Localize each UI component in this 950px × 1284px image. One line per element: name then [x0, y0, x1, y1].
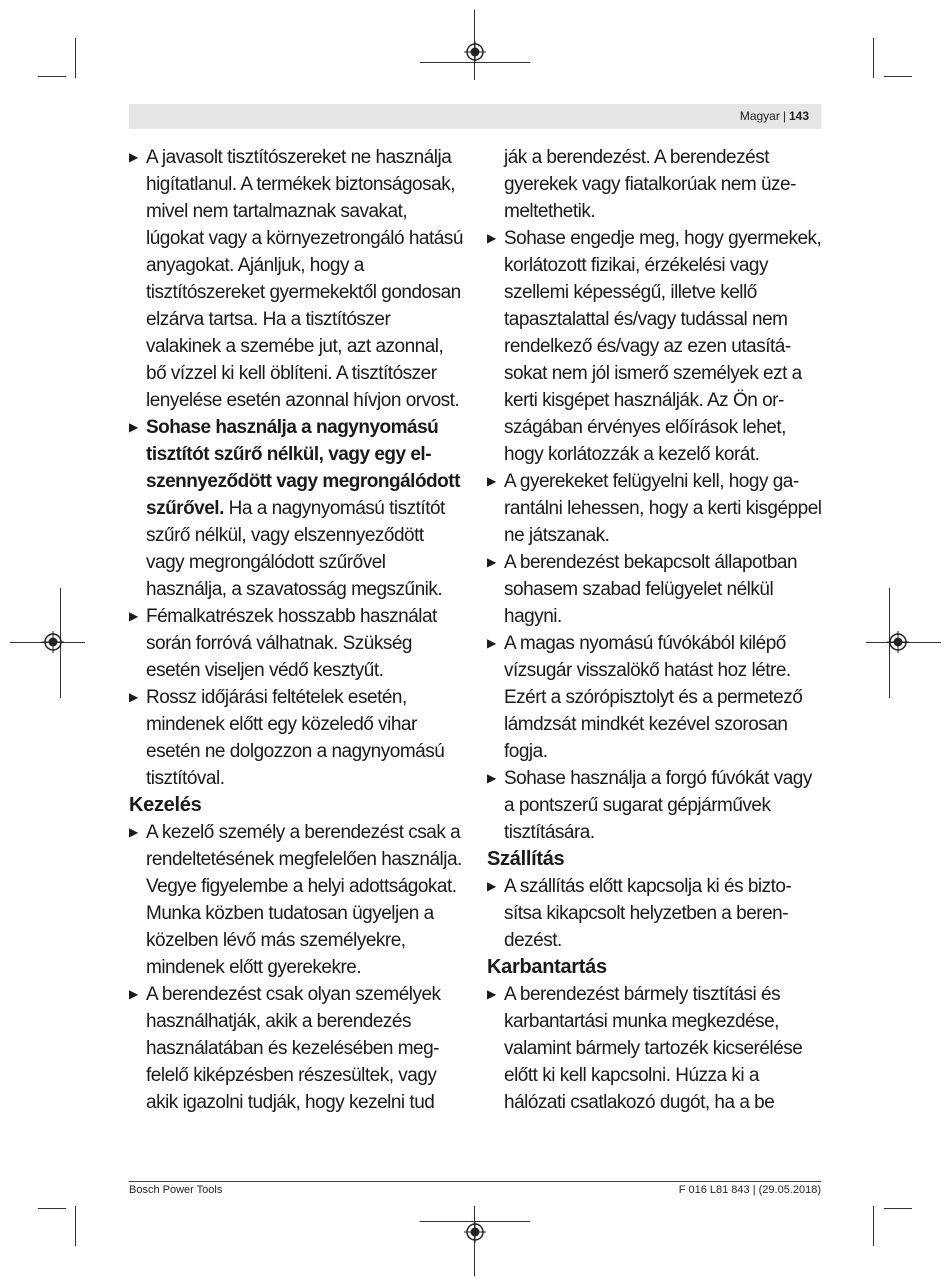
bullet-icon: ▶ — [487, 636, 496, 650]
crop-mark — [884, 76, 912, 77]
right-column — [487, 144, 822, 1116]
list-item: ▶ Rossz időjárási feltételek esetén, mindenek előtt egy közeledő vihar esetén ne dolgozzon a nagynyomású tisztítóval. — [129, 684, 464, 792]
crop-mark — [38, 1208, 66, 1209]
section-heading-szallitas: Szállítás — [487, 848, 565, 870]
bullet-icon: ▶ — [129, 825, 138, 839]
bullet-icon: ▶ — [487, 879, 496, 893]
footer-document-id: F 016 L81 843 | (29.05.2018) — [678, 1184, 821, 1196]
bullet-icon: ▶ — [487, 771, 496, 785]
header-separator: | — [782, 109, 786, 123]
list-item: ▶ A szállítás előtt kapcsolja ki és biztosítsa kikapcsolt helyzetben a berendezést. — [487, 873, 822, 954]
section-heading-karbantartas: Karbantartás — [487, 956, 607, 978]
warning-bold-text: Sohase használja a nagynyomású tisztítót szűrő nélkül, vagy egy elszennyeződött vagy megrongálódott szűrővel. — [146, 417, 460, 519]
bullet-icon: ▶ — [487, 231, 496, 245]
crop-mark — [38, 76, 66, 77]
registration-mark-icon — [464, 1221, 486, 1243]
list-item: ▶ A javasolt tisztítószereket ne használja higítatlanul. A termékek biztonságosak, mivel nem tartalmaznak savakat, lúgokat vagy a környezetrongáló hatású anyagokat. Ajánljuk, hogy a tisztítószereket gyermekektől gondosan elzárva tartsa. Ha a tisztítószer valakinek a szemébe jut, azt azonnal, bő vízzel ki kell öblíteni. A tisztítószer lenyelése esetén azonnal hívjon orvost. — [129, 144, 464, 414]
crop-mark — [884, 1208, 912, 1209]
list-item: ▶ A magas nyomású fúvókából kilépő vízsugár visszalökő hatást hoz létre. Ezért a szórópisztolyt és a permetező lámdzsát mindkét kezével szorosan fogja. — [487, 630, 822, 765]
bullet-icon: ▶ — [129, 690, 138, 704]
list-item: ▶ Sohase használja a forgó fúvókát vagy a pontszerű sugarat gépjárművek tisztítására. — [487, 765, 822, 846]
crop-mark — [873, 38, 874, 78]
list-item: ▶ A berendezést bármely tisztítási és karbantartási munka megkezdése, valamint bármely tartozék kicserélése előtt ki kell kapcsolni. Húzza ki a hálózati csatlakozó dugót, ha a be — [487, 981, 822, 1116]
bullet-icon: ▶ — [129, 420, 138, 434]
bullet-icon: ▶ — [129, 609, 138, 623]
list-item: ▶ A gyerekeket felügyelni kell, hogy garantálni lehessen, hogy a kerti kisgéppel ne játszanak. — [487, 468, 822, 549]
crop-mark — [75, 38, 76, 78]
bullet-icon: ▶ — [129, 987, 138, 1001]
list-item: ▶ A kezelő személy a berendezést csak a rendeltetésének megfelelően használja. Vegye figyelembe a helyi adottságokat. Munka közben tudatosan ügyeljen a közelben lévő más személyekre, mindenek előtt gyerekekre. — [129, 819, 464, 981]
registration-mark-icon — [887, 631, 909, 653]
list-item: ▶ A berendezést csak olyan személyek használhatják, akik a berendezés használatában és kezelésében megfelelő kiképzésben részesültek, vagy akik igazolni tudják, hogy kezelni tud — [129, 981, 464, 1116]
continuation-text: ják a berendezést. A berendezést gyerekek vagy fiatalkorúak nem üzemeltethetik. — [504, 147, 797, 222]
bullet-icon: ▶ — [487, 555, 496, 569]
registration-mark-icon — [464, 41, 486, 63]
list-item: ▶ Fémalkatrészek hosszabb használat során forróvá válhatnak. Szükség esetén viseljen védő kesztyűt. — [129, 603, 464, 684]
crop-mark — [873, 1206, 874, 1246]
footer-brand: Bosch Power Tools — [129, 1184, 223, 1196]
list-item: ▶ Sohase használja a nagynyomású tisztítót szűrő nélkül, vagy egy elszennyeződött vagy megrongálódott szűrővel. Ha a nagynyomású tisztítót szűrő nélkül, vagy elszennyeződött vagy megrongálódott szűrővel használja, a szavatosság megszűnik. — [129, 414, 464, 603]
header-text — [740, 109, 809, 123]
page-header — [129, 104, 821, 129]
page-number: 143 — [788, 109, 809, 123]
section-heading-kezeles: Kezelés — [129, 794, 202, 816]
left-column — [129, 144, 464, 1116]
header-language: Magyar — [739, 109, 780, 123]
bullet-icon: ▶ — [487, 474, 496, 488]
crop-mark — [75, 1206, 76, 1246]
footer-rule — [129, 1181, 821, 1182]
bullet-icon: ▶ — [487, 987, 496, 1001]
bullet-icon: ▶ — [129, 150, 138, 164]
registration-mark-icon — [42, 631, 64, 653]
list-item: ▶ A berendezést bekapcsolt állapotban sohasem szabad felügyelet nélkül hagyni. — [487, 549, 822, 630]
list-item: ▶ Sohase engedje meg, hogy gyermekek, korlátozott fizikai, érzékelési vagy szellemi képességű, illetve kellő tapasztalattal és/vagy tudással nem rendelkező és/vagy az ezen utasításokat nem jól ismerő személyek ezt a kerti kisgépet használják. Az Ön országában érvényes előírások lehet, hogy korlátozzák a kezelő korát. — [487, 225, 822, 468]
